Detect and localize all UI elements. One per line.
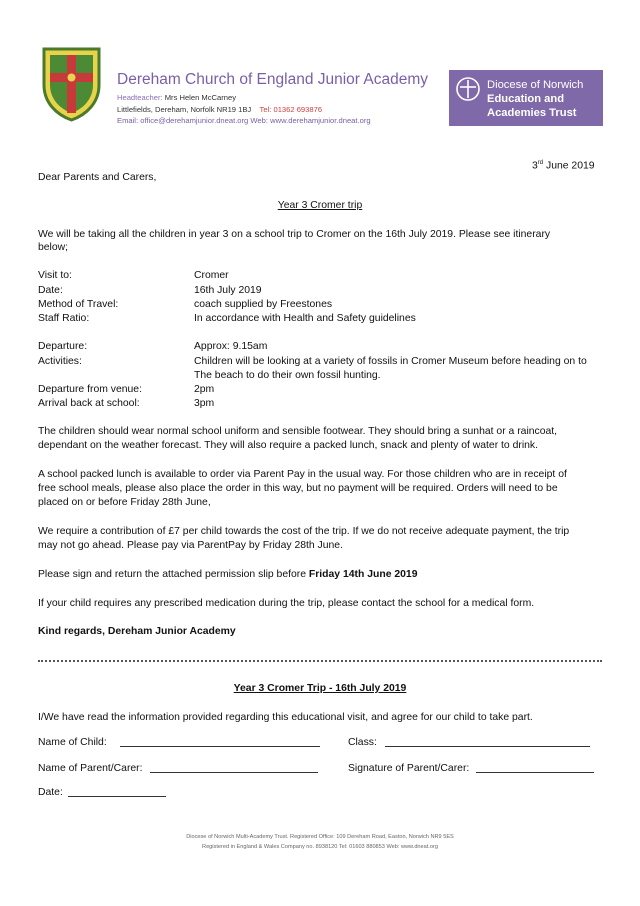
class-field[interactable] — [385, 746, 590, 747]
detail-label: Method of Travel: — [38, 299, 119, 310]
departure-venue-label: Departure from venue: — [38, 384, 142, 395]
lunch-line-3: placed on or before Friday 28th June, — [38, 497, 211, 508]
date-field[interactable] — [68, 796, 166, 797]
detail-label: Date: — [38, 285, 63, 296]
parent-name-field[interactable] — [150, 772, 318, 773]
lunch-line-2: free school meals, please also place the order in this way, but no payment will be required. Orders will need to be — [38, 483, 558, 494]
diocese-line-1: Diocese of Norwich — [487, 79, 584, 91]
child-name-label: Name of Child: — [38, 737, 107, 748]
departure-label: Departure: — [38, 341, 88, 352]
intro-line-1: We will be taking all the children in year 3 on a school trip to Cromer on the 16th July 2019. Please see itinerary — [38, 229, 551, 240]
class-label: Class: — [348, 737, 377, 748]
signature-field[interactable] — [476, 772, 594, 773]
activities-line-1: Children will be looking at a variety of fossils in Cromer Museum before heading on to — [194, 356, 587, 367]
detail-label: Staff Ratio: — [38, 313, 90, 324]
intro-line-2: below; — [38, 242, 69, 253]
school-crest-logo — [42, 47, 101, 122]
return-instruction: Please sign and return the attached permission slip before Friday 14th June 2019 — [38, 569, 418, 580]
signature-label: Signature of Parent/Carer: — [348, 763, 470, 774]
address-line — [117, 105, 322, 115]
departure-venue-value: 2pm — [194, 384, 215, 395]
email-address: office@derehamjunior.dneat.org — [140, 116, 249, 125]
contact-line — [117, 116, 371, 126]
closing: Kind regards, Dereham Junior Academy — [38, 626, 236, 637]
contribution-line-2: may not go ahead. Please pay via ParentPay by Friday 28th June. — [38, 540, 343, 551]
footer-line-2: Registered in England & Wales Company no. 8938120 Tel: 01603 880853 Web: www.dneat.org — [202, 844, 438, 850]
lunch-line-1: A school packed lunch is available to order via Parent Pay in the usual way. For those children who are in receipt of — [38, 469, 567, 480]
headteacher-label: Headteacher: — [117, 93, 163, 102]
diocese-cross-icon — [455, 76, 481, 102]
school-name: Dereham Church of England Junior Academy — [117, 71, 429, 88]
salutation: Dear Parents and Carers, — [38, 172, 157, 183]
letter-date: 3rd June 2019 — [532, 160, 595, 172]
uniform-line-2: dependant on the weather forecast. They will also require a packed lunch, snack and plenty of water to drink. — [38, 440, 539, 451]
detail-value: 16th July 2019 — [194, 285, 262, 296]
medication-note: If your child requires any prescribed medication during the trip, please contact the school for a medical form. — [38, 598, 535, 609]
parent-name-label: Name of Parent/Carer: — [38, 763, 143, 774]
uniform-line-1: The children should wear normal school uniform and sensible footwear. They should bring a sunhat or a raincoat, — [38, 426, 558, 437]
headteacher-name: Mrs Helen McCarney — [164, 93, 237, 102]
detail-label: Visit to: — [38, 270, 72, 281]
diocese-line-2: Education and — [487, 93, 565, 105]
email-label: Email: — [117, 116, 139, 125]
arrival-label: Arrival back at school: — [38, 398, 140, 409]
school-address: Littlefields, Dereham, Norfolk NR19 1BJ — [117, 105, 252, 114]
activities-line-2: The beach to do their own fossil hunting. — [194, 370, 381, 381]
web-label: Web: — [250, 116, 268, 125]
activities-label: Activities: — [38, 356, 82, 367]
letter-heading: Year 3 Cromer trip — [277, 200, 363, 211]
tel-label: Tel: — [259, 105, 272, 114]
contribution-line-1: We require a contribution of £7 per child towards the cost of the trip. If we do not receive adequate payment, the trip — [38, 526, 570, 537]
detail-value: In accordance with Health and Safety guidelines — [194, 313, 416, 324]
web-address: www.derehamjunior.dneat.org — [270, 116, 371, 125]
departure-value: Approx: 9.15am — [194, 341, 268, 352]
detail-value: coach supplied by Freestones — [194, 299, 333, 310]
tear-off-line — [38, 660, 602, 662]
headteacher-line — [117, 93, 236, 103]
tel-number: 01362 693876 — [273, 105, 323, 114]
slip-statement: I/We have read the information provided regarding this educational visit, and agree for our child to take part. — [38, 712, 533, 723]
date-label: Date: — [38, 787, 63, 798]
slip-heading: Year 3 Cromer Trip - 16th July 2019 — [233, 683, 407, 694]
footer-line-1: Diocese of Norwich Multi-Academy Trust. Registered Office: 109 Dereham Road, Easton, Norwich NR9 5ES — [186, 834, 454, 840]
child-name-field[interactable] — [120, 746, 320, 747]
arrival-value: 3pm — [194, 398, 215, 409]
detail-value: Cromer — [194, 270, 229, 281]
return-deadline: Friday 14th June 2019 — [308, 569, 418, 580]
diocese-line-3: Academies Trust — [487, 107, 577, 119]
diocese-logo-box — [449, 70, 603, 126]
